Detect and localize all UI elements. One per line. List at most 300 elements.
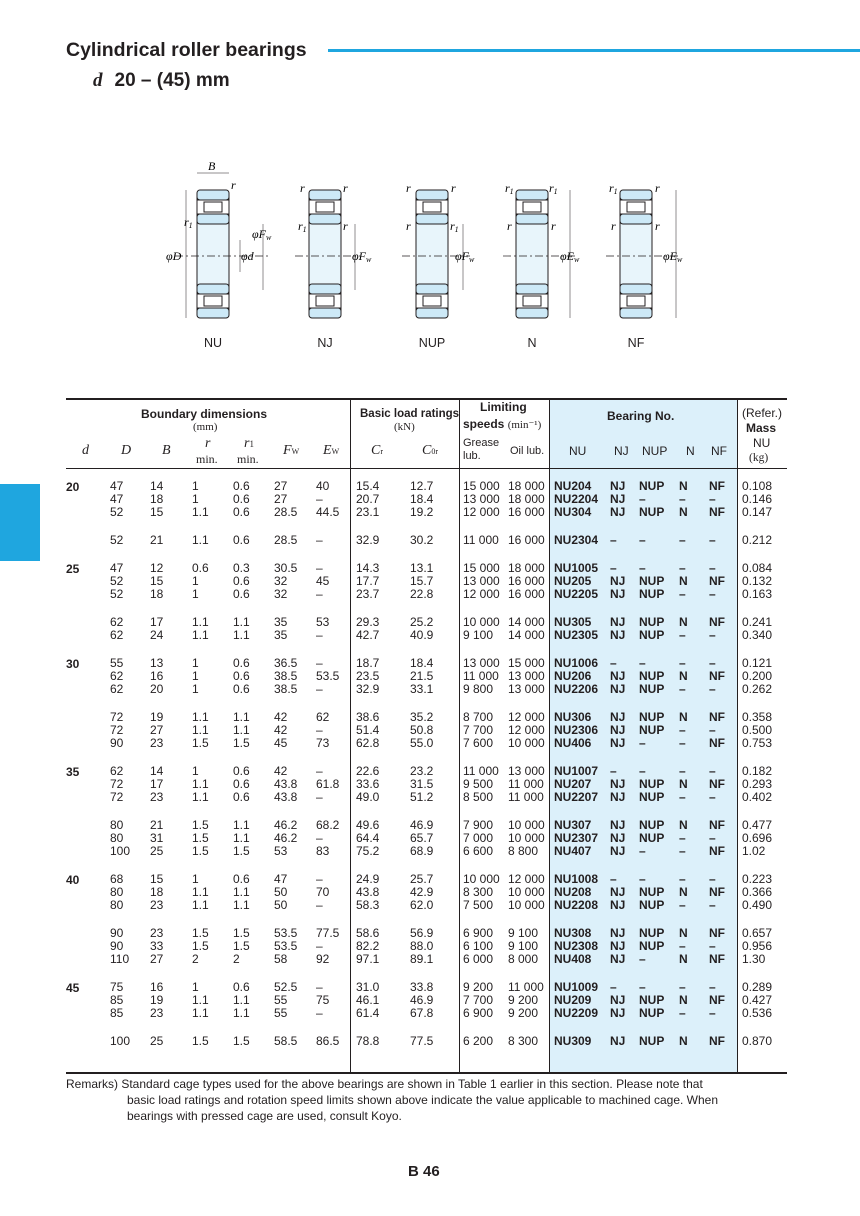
table-cell: 7 700 [463, 723, 494, 737]
table-cell: NF [709, 574, 725, 588]
table-cell: 0.6 [233, 777, 250, 791]
svg-text:φEw: φEw [560, 249, 580, 264]
table-cell: NU2209 [554, 1006, 599, 1020]
table-cell: 42.9 [410, 885, 434, 899]
table-cell: 1 [192, 656, 199, 670]
table-cell: 20 [150, 682, 164, 696]
header-limiting: Limiting [480, 400, 527, 414]
header-bearing-no: Bearing No. [607, 409, 675, 423]
table-cell: 0.6 [233, 574, 250, 588]
table-cell: 30.5 [274, 561, 298, 575]
table-cell: 18.7 [356, 656, 380, 670]
svg-text:r1: r1 [184, 215, 193, 230]
table-cell: 1.5 [192, 939, 209, 953]
table-cell: 25 [150, 1034, 164, 1048]
table-cell: NJ [610, 898, 626, 912]
table-cell: NU2206 [554, 682, 599, 696]
table-cell: 38.5 [274, 682, 298, 696]
header-oil: Oil lub. [510, 445, 545, 457]
col-r-min: min. [196, 452, 218, 466]
table-cell: 85 [110, 1006, 124, 1020]
table-cell: 72 [110, 723, 124, 737]
table-cell: 9 200 [508, 1006, 539, 1020]
table-cell: 53 [316, 615, 330, 629]
table-cell: – [679, 533, 686, 547]
table-cell: 83 [316, 844, 330, 858]
table-cell: NJ [610, 1006, 626, 1020]
table-cell: 0.536 [742, 1006, 773, 1020]
table-cell: 55 [274, 1006, 288, 1020]
table-cell: NJ [610, 587, 626, 601]
svg-text:φd: φd [241, 249, 254, 263]
table-cell: NUP [639, 615, 665, 629]
table-cell: 1.1 [192, 723, 209, 737]
table-cell: 1 [192, 587, 199, 601]
table-cell: 75 [316, 993, 330, 1007]
table-cell: 23 [150, 898, 164, 912]
table-cell: N [679, 669, 688, 683]
table-cell: 61.4 [356, 1006, 380, 1020]
table-cell: 0.6 [233, 492, 250, 506]
table-cell: N [679, 479, 688, 493]
table-cell: NJ [610, 479, 626, 493]
table-row [0, 534, 860, 547]
table-cell: 10 000 [463, 872, 500, 886]
table-cell: – [709, 656, 716, 670]
table-cell: 10 000 [508, 818, 545, 832]
table-row [0, 953, 860, 966]
table-cell: 88.0 [410, 939, 434, 953]
table-cell: 36.5 [274, 656, 298, 670]
svg-text:r: r [343, 181, 348, 195]
table-cell: 80 [110, 831, 124, 845]
table-cell: – [639, 533, 646, 547]
table-cell: 62.8 [356, 736, 380, 750]
svg-text:r1: r1 [549, 181, 558, 196]
table-cell: – [709, 587, 716, 601]
table-cell: NU2306 [554, 723, 599, 737]
table-cell: 0.402 [742, 790, 773, 804]
table-cell: 90 [110, 939, 124, 953]
table-cell: 7 500 [463, 898, 494, 912]
svg-text:φFw: φFw [352, 249, 372, 264]
table-cell: 0.6 [233, 764, 250, 778]
table-cell: 1.5 [192, 736, 209, 750]
table-cell: NJ [610, 682, 626, 696]
table-cell: 1.1 [192, 505, 209, 519]
table-cell: 70 [316, 885, 330, 899]
table-cell: NJ [610, 1034, 626, 1048]
table-cell: 50 [274, 898, 288, 912]
table-cell: – [709, 492, 716, 506]
page-title: Cylindrical roller bearings [66, 39, 307, 61]
table-cell: 51.2 [410, 790, 434, 804]
table-cell: NU1005 [554, 561, 599, 575]
table-cell: 1.5 [233, 736, 250, 750]
table-cell: 6 600 [463, 844, 494, 858]
table-cell: 16 [150, 669, 164, 683]
header-mass-unit: (kg) [749, 452, 769, 464]
svg-text:φFw: φFw [252, 227, 272, 242]
table-cell: 17 [150, 777, 164, 791]
table-cell: 1.1 [192, 710, 209, 724]
table-cell: 0.6 [192, 561, 209, 575]
table-cell: 31.0 [356, 980, 380, 994]
diagram-label-nj: NJ [317, 336, 333, 350]
table-cell: 18 000 [508, 492, 545, 506]
table-cell: 46.2 [274, 831, 298, 845]
table-cell: 47 [110, 561, 124, 575]
table-cell: 43.8 [356, 885, 380, 899]
table-cell: 55.0 [410, 736, 434, 750]
table-cell: 85 [110, 993, 124, 1007]
table-cell: 42.7 [356, 628, 380, 642]
table-cell: 73 [316, 736, 330, 750]
table-cell: NF [709, 736, 725, 750]
svg-text:r: r [406, 219, 411, 233]
table-cell: 1 [192, 872, 199, 886]
table-cell: 35.2 [410, 710, 434, 724]
table-cell: 0.6 [233, 682, 250, 696]
table-cell: NU2207 [554, 790, 599, 804]
table-cell: NUP [639, 926, 665, 940]
table-cell: N [679, 574, 688, 588]
table-cell: 27 [274, 479, 288, 493]
table-cell: 72 [110, 790, 124, 804]
bore-diameter: 45 [66, 981, 80, 995]
table-cell: 0.366 [742, 885, 773, 899]
header-mass: Mass [746, 421, 777, 435]
table-cell: NU1008 [554, 872, 599, 886]
table-cell: – [316, 1006, 323, 1020]
table-cell: 53.5 [274, 926, 298, 940]
table-cell: 27 [274, 492, 288, 506]
table-cell: 11 000 [463, 533, 499, 547]
table-cell: NJ [610, 844, 626, 858]
table-row [0, 683, 860, 696]
table-cell: 11 000 [508, 980, 544, 994]
table-cell: 16 000 [508, 587, 545, 601]
table-cell: 8 300 [463, 885, 494, 899]
table-cell: NU1007 [554, 764, 599, 778]
table-cell: 0.6 [233, 533, 250, 547]
col-bn-nu: NU [569, 444, 587, 458]
table-cell: 1.1 [192, 777, 209, 791]
svg-text:r: r [300, 181, 305, 195]
table-cell: – [679, 723, 686, 737]
table-cell: 18 000 [508, 561, 545, 575]
table-cell: NU306 [554, 710, 592, 724]
table-cell: 72 [110, 777, 124, 791]
col-d: d [82, 443, 89, 458]
table-cell: 1 [192, 492, 199, 506]
table-cell: 24 [150, 628, 164, 642]
table-cell: 1.1 [233, 615, 250, 629]
table-cell: 7 700 [463, 993, 494, 1007]
table-cell: 16 [150, 980, 164, 994]
table-cell: 9 500 [463, 777, 494, 791]
table-cell: NF [709, 844, 725, 858]
table-cell: 33.8 [410, 980, 434, 994]
table-cell: 53.5 [316, 669, 340, 683]
svg-text:r: r [611, 219, 616, 233]
bore-diameter: 20 [66, 480, 80, 494]
table-cell: 33.1 [410, 682, 434, 696]
table-cell: – [610, 980, 617, 994]
table-cell: 1.1 [192, 993, 209, 1007]
header-load-unit: (kN) [394, 421, 415, 433]
table-cell: 77.5 [316, 926, 340, 940]
table-cell: – [639, 656, 646, 670]
table-cell: 18 [150, 492, 164, 506]
table-cell: 42 [274, 710, 288, 724]
table-cell: NU2205 [554, 587, 599, 601]
col-Fw-sub: W [291, 447, 300, 456]
table-cell: NUP [639, 993, 665, 1007]
table-cell: 1.5 [192, 818, 209, 832]
table-cell: 21 [150, 818, 164, 832]
table-cell: 1.1 [233, 1006, 250, 1020]
table-cell: 12 000 [508, 723, 545, 737]
table-top-rule [66, 398, 787, 400]
table-cell: NUP [639, 628, 665, 642]
table-row [0, 629, 860, 642]
table-cell: NUP [639, 682, 665, 696]
row-group [0, 1035, 860, 1048]
table-cell: 75 [110, 980, 124, 994]
col-bn-n: N [686, 444, 695, 458]
table-cell: 0.956 [742, 939, 773, 953]
table-cell: 1 [192, 764, 199, 778]
svg-text:φD: φD [166, 249, 182, 263]
table-cell: 8 500 [463, 790, 494, 804]
table-cell: 11 000 [463, 669, 499, 683]
table-cell: 6 900 [463, 926, 494, 940]
table-cell: 1 [192, 980, 199, 994]
table-cell: 1.5 [192, 1034, 209, 1048]
row-group [0, 873, 860, 912]
table-cell: 90 [110, 926, 124, 940]
table-cell: – [639, 736, 646, 750]
table-cell: 44.5 [316, 505, 340, 519]
table-cell: 13 [150, 656, 164, 670]
table-cell: NJ [610, 777, 626, 791]
subtitle-symbol: d [93, 70, 103, 91]
table-cell: 13.1 [410, 561, 434, 575]
table-cell: 38.5 [274, 669, 298, 683]
table-cell: NF [709, 818, 725, 832]
table-cell: 0.6 [233, 980, 250, 994]
table-cell: NF [709, 505, 725, 519]
row-group [0, 562, 860, 601]
svg-text:r: r [343, 219, 348, 233]
table-cell: 21 [150, 533, 164, 547]
table-cell: N [679, 952, 688, 966]
table-cell: 40 [316, 479, 330, 493]
table-cell: 100 [110, 1034, 131, 1048]
table-cell: NJ [610, 710, 626, 724]
table-cell: NUP [639, 723, 665, 737]
remarks-line-1: Remarks) Standard cage types used for the above bearings are shown in Table 1 earlier in this section. Please note that [66, 1077, 703, 1091]
table-cell: – [709, 1006, 716, 1020]
col-B: B [162, 443, 171, 458]
table-cell: NUP [639, 587, 665, 601]
table-cell: 40.9 [410, 628, 434, 642]
table-cell: 49.0 [356, 790, 380, 804]
table-cell: 80 [110, 885, 124, 899]
table-cell: – [709, 872, 716, 886]
table-cell: 89.1 [410, 952, 434, 966]
table-cell: NJ [610, 926, 626, 940]
table-cell: NJ [610, 669, 626, 683]
table-cell: 53 [274, 844, 288, 858]
table-cell: 43.8 [274, 777, 298, 791]
table-cell: – [316, 492, 323, 506]
table-cell: 1.1 [233, 818, 250, 832]
row-group [0, 711, 860, 750]
table-cell: 31.5 [410, 777, 434, 791]
table-cell: 13 000 [463, 656, 500, 670]
table-cell: 1 [192, 682, 199, 696]
table-cell: 13 000 [508, 764, 545, 778]
table-cell: NUP [639, 505, 665, 519]
table-cell: 1.1 [233, 993, 250, 1007]
table-cell: 32.9 [356, 682, 380, 696]
table-header-rule [66, 468, 787, 469]
table-cell: 9 800 [463, 682, 494, 696]
table-cell: 18.4 [410, 656, 434, 670]
bore-diameter: 30 [66, 657, 80, 671]
table-cell: – [679, 898, 686, 912]
table-cell: 0.6 [233, 872, 250, 886]
table-cell: 77.5 [410, 1034, 434, 1048]
table-cell: NU305 [554, 615, 592, 629]
diagram-label-nf: NF [627, 336, 645, 350]
table-cell: – [316, 533, 323, 547]
table-cell: NUP [639, 479, 665, 493]
table-cell: 0.657 [742, 926, 773, 940]
table-cell: – [679, 872, 686, 886]
table-cell: 0.200 [742, 669, 773, 683]
table-cell: 12 000 [463, 505, 500, 519]
table-cell: 82.2 [356, 939, 380, 953]
row-group [0, 616, 860, 642]
svg-text:r1: r1 [450, 219, 459, 234]
table-cell: 27 [150, 952, 164, 966]
page-subtitle [93, 70, 230, 92]
table-cell: 9 200 [463, 980, 494, 994]
table-cell: NU2204 [554, 492, 599, 506]
col-C0r-text: C [422, 443, 432, 458]
table-cell: 12 000 [463, 587, 500, 601]
table-cell: 17 [150, 615, 164, 629]
table-cell: 8 700 [463, 710, 494, 724]
table-row [0, 737, 860, 750]
table-cell: NU2308 [554, 939, 599, 953]
table-cell: – [610, 533, 617, 547]
table-cell: – [679, 492, 686, 506]
col-Cr-sub: r [380, 447, 384, 456]
bore-diameter: 35 [66, 765, 80, 779]
svg-text:r1: r1 [609, 181, 618, 196]
table-cell: 38.6 [356, 710, 380, 724]
table-cell: 52 [110, 587, 124, 601]
table-cell: N [679, 885, 688, 899]
table-cell: NJ [610, 939, 626, 953]
table-cell: N [679, 505, 688, 519]
table-cell: 0.163 [742, 587, 773, 601]
col-r1-sub: 1 [249, 439, 254, 449]
table-cell: NJ [610, 723, 626, 737]
table-cell: – [679, 561, 686, 575]
svg-text:r: r [231, 178, 236, 192]
header-speeds-label: speeds [463, 417, 505, 431]
table-cell: 92 [316, 952, 330, 966]
table-cell: 18 [150, 885, 164, 899]
table-cell: 29.3 [356, 615, 380, 629]
table-cell: 50 [274, 885, 288, 899]
table-cell: 15 000 [463, 561, 500, 575]
table-cell: 1.1 [233, 898, 250, 912]
table-cell: 0.262 [742, 682, 773, 696]
table-cell: N [679, 615, 688, 629]
col-Ew-text: E [323, 443, 332, 458]
table-bottom-rule [66, 1072, 787, 1074]
table-row [0, 791, 860, 804]
table-cell: 19.2 [410, 505, 434, 519]
table-cell: 25.2 [410, 615, 434, 629]
row-group [0, 657, 860, 696]
table-cell: 16 000 [508, 505, 545, 519]
table-cell: 52 [110, 574, 124, 588]
table-cell: – [639, 844, 646, 858]
table-cell: 47 [110, 479, 124, 493]
table-cell: 45 [316, 574, 330, 588]
table-cell: 0.6 [233, 669, 250, 683]
table-cell: 22.8 [410, 587, 434, 601]
table-cell: NU407 [554, 844, 592, 858]
table-cell: N [679, 818, 688, 832]
remarks-line-2: basic load ratings and rotation speed limits shown above indicate the value applicable to machined cage. When [127, 1093, 719, 1107]
table-cell: NJ [610, 505, 626, 519]
table-cell: 23 [150, 1006, 164, 1020]
table-cell: NJ [610, 885, 626, 899]
table-cell: 28.5 [274, 533, 298, 547]
svg-text:r: r [655, 181, 660, 195]
table-cell: 46.9 [410, 818, 434, 832]
table-cell: NUP [639, 939, 665, 953]
table-cell: 62 [110, 669, 124, 683]
table-cell: 16 000 [508, 533, 545, 547]
table-cell: 15.4 [356, 479, 380, 493]
table-cell: 10 000 [508, 885, 545, 899]
table-cell: – [316, 587, 323, 601]
table-row [0, 1007, 860, 1020]
table-cell: NU208 [554, 885, 592, 899]
table-cell: 0.147 [742, 505, 773, 519]
table-cell: 0.358 [742, 710, 773, 724]
table-cell: NJ [610, 818, 626, 832]
table-cell: NF [709, 710, 725, 724]
table-cell: 1 [192, 574, 199, 588]
table-cell: 24.9 [356, 872, 380, 886]
table-cell: 6 000 [463, 952, 494, 966]
table-cell: NU309 [554, 1034, 592, 1048]
table-cell: – [316, 980, 323, 994]
table-cell: 7 000 [463, 831, 494, 845]
table-cell: 10 000 [508, 898, 545, 912]
col-Ew [323, 444, 339, 459]
